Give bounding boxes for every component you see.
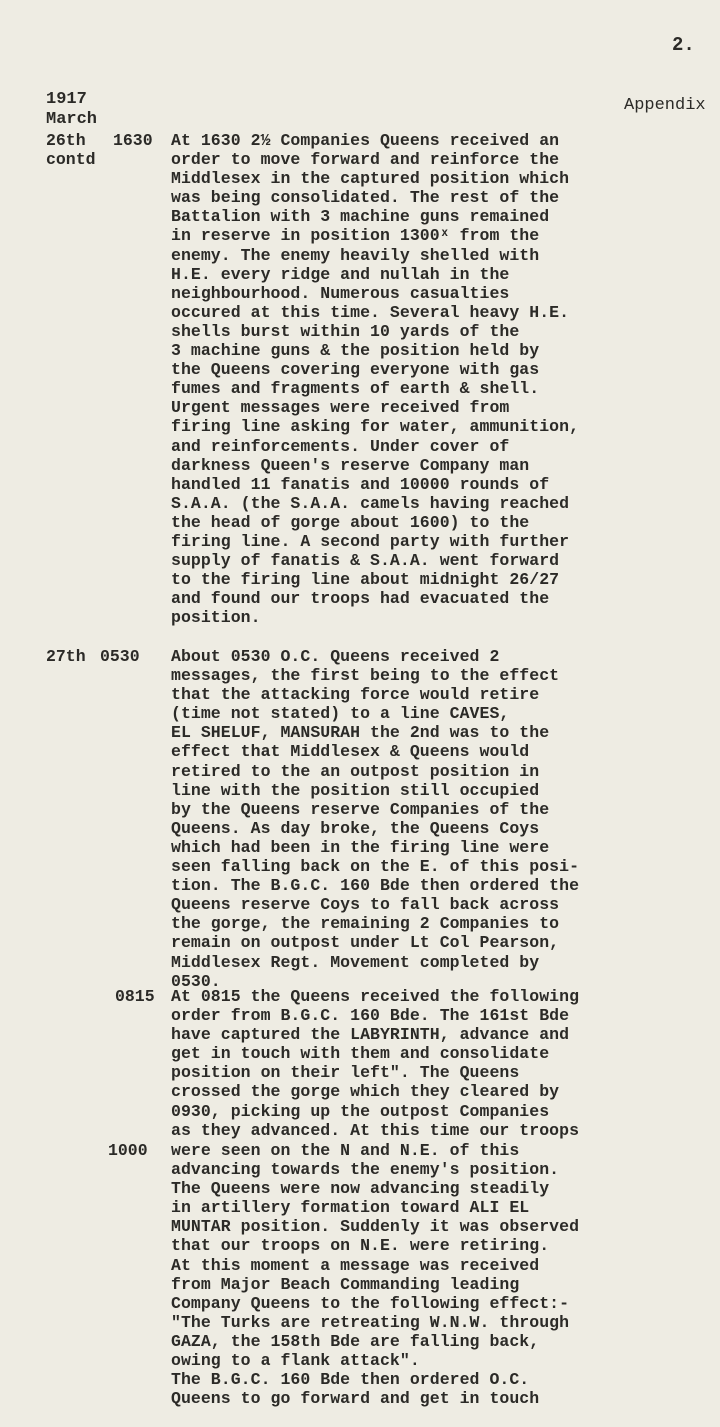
entry-day: 26th [46, 131, 86, 150]
year-heading: 1917 [46, 90, 87, 109]
entry-day: 27th [46, 647, 86, 666]
entry-text: About 0530 O.C. Queens received 2 messages, the first being to the effect that the attacking force would retire (time not stated) to a line CAVES, EL SHELUF, MANSURAH the 2nd was to the effect that Middlesex & Queens would retired to the an outpost position in line with the position still occupied by the Queens reserve Companies of the Queens. As day broke, the Queens Coys which had been in the firing line were seen falling back on the E. of this posi- tion. The B.G.C. 160 Bde then ordered the Queens reserve Coys to fall back across the gorge, the remaining 2 Companies to remain on outpost under Lt Col Pearson, Middlesex Regt. Movement completed by 0530. [171, 647, 580, 991]
entry-time: 0530 [100, 647, 140, 666]
month-heading: March [46, 110, 98, 129]
entry-text: At 0815 the Queens received the following order from B.G.C. 160 Bde. The 161st Bde have captured the LABYRINTH, advance and get in touch with them and consolidate position on their left". The Queens crossed the gorge which they cleared by 0930, picking up the outpost Companies as they advanced. At this time our troops [171, 987, 580, 1140]
entry-note: contd [46, 150, 96, 169]
entry-time: 1630 [113, 131, 153, 150]
appendix-label: Appendix [624, 96, 706, 115]
page-number: 2. [672, 34, 695, 56]
entry-text: were seen on the N and N.E. of this advancing towards the enemy's position. The Queens were now advancing steadily in artillery formation toward ALI EL MUNTAR position. Suddenly it was observed that our troops on N.E. were retiring. At this moment a message was received from Major Beach Commanding leading Company Queens to the following effect:- "The Turks are retreating W.N.W. through GAZA, the 158th Bde are falling back, owing to a flank attack". The B.G.C. 160 Bde then ordered O.C. Queens to go forward and get in touch [171, 1141, 580, 1409]
entry-time: 0815 [115, 987, 155, 1006]
entry-text: At 1630 2½ Companies Queens received an order to move forward and reinforce the Middlesex in the captured position which was being consolidated. The rest of the Battalion with 3 machine guns remained in reserve in position 1300ˣ from the enemy. The enemy heavily shelled with H.E. every ridge and nullah in the neighbourhood. Numerous casualties occured at this time. Several heavy H.E. shells burst within 10 yards of the 3 machine guns & the position held by the Queens covering everyone with gas fumes and fragments of earth & shell. Urgent messages were received from firing line asking for water, ammunition, and reinforcements. Under cover of darkness Queen's reserve Company man handled 11 fanatis and 10000 rounds of S.A.A. (the S.A.A. camels having reached the head of gorge about 1600) to the firing line. A second party with further supply of fanatis & S.A.A. went forward to the firing line about midnight 26/27 and found our troops had evacuated the position. [171, 131, 580, 628]
entry-time: 1000 [108, 1141, 148, 1160]
